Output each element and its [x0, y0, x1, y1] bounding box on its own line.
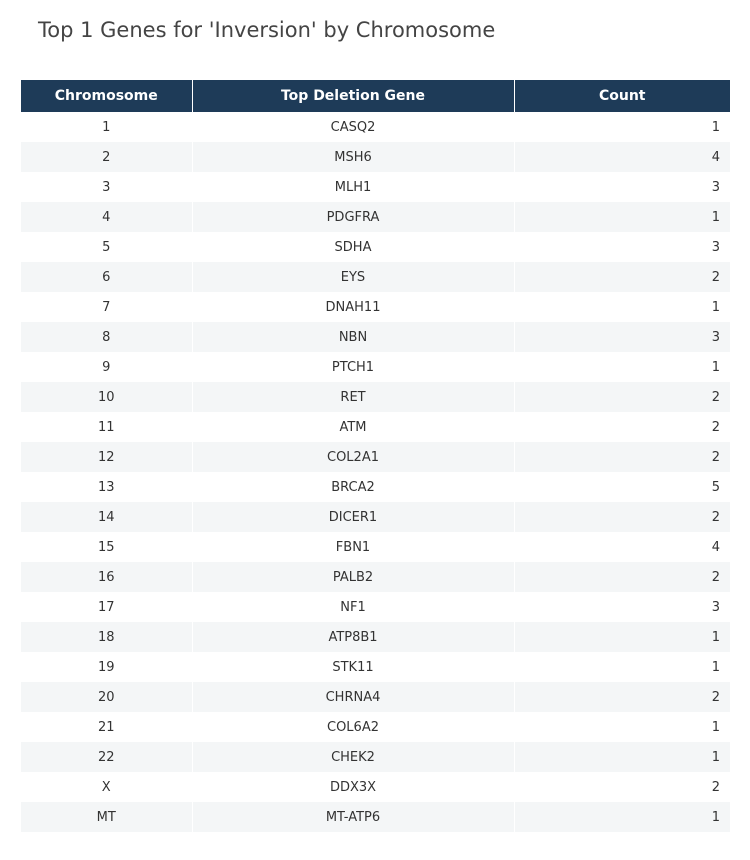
- count-cell: 2: [514, 502, 730, 532]
- gene-cell: NF1: [192, 592, 514, 622]
- table-row: [21, 202, 730, 232]
- gene-cell: FBN1: [192, 532, 514, 562]
- gene-cell: CHRNA4: [192, 682, 514, 712]
- count-cell: 3: [514, 592, 730, 622]
- chromosome-cell: 13: [21, 472, 192, 502]
- table-row: [21, 652, 730, 682]
- table-row: [21, 292, 730, 322]
- count-cell: 2: [514, 772, 730, 802]
- chromosome-cell: 10: [21, 382, 192, 412]
- table-row: [21, 412, 730, 442]
- gene-cell: BRCA2: [192, 472, 514, 502]
- chromosome-cell: 9: [21, 352, 192, 382]
- chromosome-cell: 17: [21, 592, 192, 622]
- gene-cell: DICER1: [192, 502, 514, 532]
- chromosome-cell: 4: [21, 202, 192, 232]
- count-cell: 1: [514, 202, 730, 232]
- table-header: [21, 80, 730, 112]
- table-row: [21, 682, 730, 712]
- table-row: [21, 592, 730, 622]
- table-row: [21, 772, 730, 802]
- gene-cell: SDHA: [192, 232, 514, 262]
- count-cell: 2: [514, 442, 730, 472]
- gene-cell: CASQ2: [192, 112, 514, 142]
- column-header-gene: Top Deletion Gene: [192, 80, 514, 112]
- chromosome-cell: 3: [21, 172, 192, 202]
- count-cell: 5: [514, 472, 730, 502]
- gene-cell: COL2A1: [192, 442, 514, 472]
- count-cell: 1: [514, 622, 730, 652]
- chromosome-cell: 18: [21, 622, 192, 652]
- count-cell: 4: [514, 532, 730, 562]
- table-body: [21, 112, 730, 832]
- table-row: [21, 352, 730, 382]
- gene-cell: STK11: [192, 652, 514, 682]
- count-cell: 2: [514, 682, 730, 712]
- table-row: [21, 622, 730, 652]
- gene-cell: PALB2: [192, 562, 514, 592]
- chromosome-cell: 20: [21, 682, 192, 712]
- chromosome-cell: 1: [21, 112, 192, 142]
- count-cell: 1: [514, 352, 730, 382]
- table-row: [21, 562, 730, 592]
- count-cell: 3: [514, 322, 730, 352]
- table-row: [21, 322, 730, 352]
- count-cell: 2: [514, 262, 730, 292]
- gene-cell: RET: [192, 382, 514, 412]
- column-header-count: Count: [514, 80, 730, 112]
- table-row: [21, 232, 730, 262]
- table-row: [21, 802, 730, 832]
- count-cell: 2: [514, 412, 730, 442]
- table-row: [21, 442, 730, 472]
- chromosome-cell: 12: [21, 442, 192, 472]
- chart-title: Top 1 Genes for 'Inversion' by Chromosome: [38, 18, 496, 42]
- count-cell: 3: [514, 172, 730, 202]
- count-cell: 2: [514, 562, 730, 592]
- chromosome-cell: MT: [21, 802, 192, 832]
- table-row: [21, 112, 730, 142]
- gene-cell: COL6A2: [192, 712, 514, 742]
- header-row: [21, 80, 730, 112]
- gene-cell: DNAH11: [192, 292, 514, 322]
- table-row: [21, 262, 730, 292]
- table-row: [21, 532, 730, 562]
- gene-cell: ATM: [192, 412, 514, 442]
- chromosome-cell: 22: [21, 742, 192, 772]
- chromosome-cell: 2: [21, 142, 192, 172]
- gene-cell: MSH6: [192, 142, 514, 172]
- gene-cell: EYS: [192, 262, 514, 292]
- chromosome-cell: 6: [21, 262, 192, 292]
- count-cell: 1: [514, 652, 730, 682]
- count-cell: 3: [514, 232, 730, 262]
- gene-cell: DDX3X: [192, 772, 514, 802]
- chromosome-cell: 19: [21, 652, 192, 682]
- table-row: [21, 712, 730, 742]
- genes-table: [21, 80, 730, 832]
- count-cell: 1: [514, 112, 730, 142]
- table-row: [21, 142, 730, 172]
- table-row: [21, 502, 730, 532]
- count-cell: 1: [514, 802, 730, 832]
- column-header-chromosome: Chromosome: [21, 80, 192, 112]
- table-row: [21, 172, 730, 202]
- count-cell: 1: [514, 292, 730, 322]
- gene-cell: MT-ATP6: [192, 802, 514, 832]
- chromosome-cell: 16: [21, 562, 192, 592]
- chromosome-cell: 11: [21, 412, 192, 442]
- chromosome-cell: 8: [21, 322, 192, 352]
- count-cell: 2: [514, 382, 730, 412]
- gene-cell: PDGFRA: [192, 202, 514, 232]
- table-row: [21, 472, 730, 502]
- chromosome-cell: 21: [21, 712, 192, 742]
- chromosome-cell: 5: [21, 232, 192, 262]
- gene-cell: MLH1: [192, 172, 514, 202]
- chromosome-cell: X: [21, 772, 192, 802]
- gene-cell: CHEK2: [192, 742, 514, 772]
- gene-cell: NBN: [192, 322, 514, 352]
- chromosome-cell: 15: [21, 532, 192, 562]
- count-cell: 1: [514, 742, 730, 772]
- table-row: [21, 742, 730, 772]
- table-row: [21, 382, 730, 412]
- chromosome-cell: 7: [21, 292, 192, 322]
- chromosome-cell: 14: [21, 502, 192, 532]
- gene-cell: PTCH1: [192, 352, 514, 382]
- count-cell: 1: [514, 712, 730, 742]
- count-cell: 4: [514, 142, 730, 172]
- gene-cell: ATP8B1: [192, 622, 514, 652]
